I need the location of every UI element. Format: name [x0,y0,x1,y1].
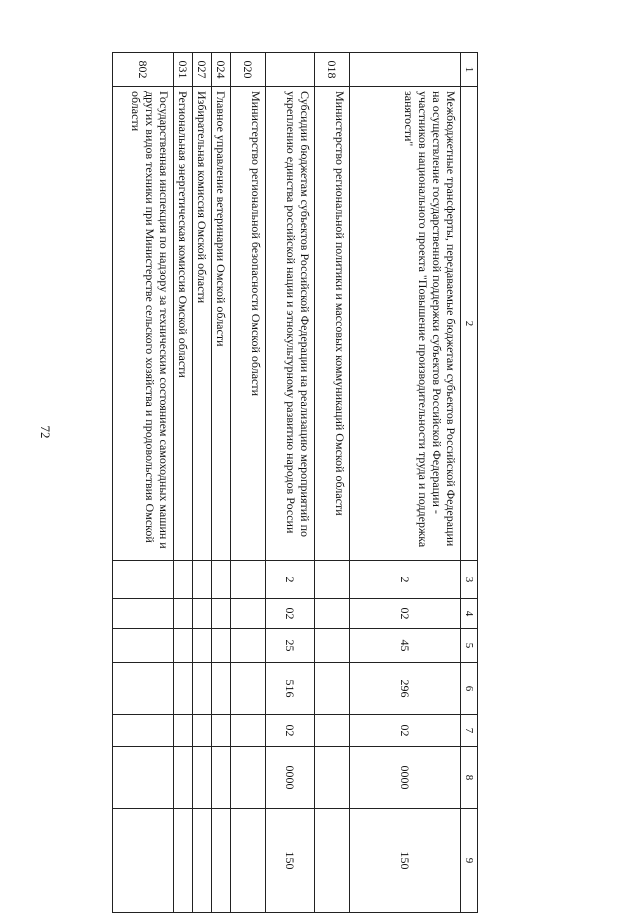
code-cell [212,747,231,809]
name-cell: Региональная энергетическая комиссия Омской области [174,87,193,561]
code-cell [231,809,266,913]
code-cell: 2 [266,561,315,599]
admin-code-cell [266,53,315,87]
code-cell [113,599,174,629]
table-row [193,53,212,913]
code-cell [212,561,231,599]
table-row [231,53,266,913]
code-cell: 0000 [266,747,315,809]
code-cell [193,747,212,809]
code-cell [193,809,212,913]
admin-code-cell: 802 [113,53,174,87]
admin-code-cell: 018 [315,53,350,87]
name-cell: Главное управление ветеринарии Омской области [212,87,231,561]
code-cell [212,663,231,715]
table-row [174,53,193,913]
table-row [113,53,174,913]
admin-code-cell [350,53,461,87]
column-number: 9 [461,809,478,913]
column-number-header-row [461,53,478,913]
code-cell: 150 [350,809,461,913]
column-number: 1 [461,53,478,87]
code-cell: 296 [350,663,461,715]
admin-code-cell: 024 [212,53,231,87]
code-cell [113,809,174,913]
name-cell: Министерство региональной политики и массовых коммуникаций Омской области [315,87,350,561]
code-cell: 516 [266,663,315,715]
column-number: 6 [461,663,478,715]
code-cell [193,715,212,747]
code-cell [212,809,231,913]
code-cell [231,561,266,599]
code-cell [315,629,350,663]
column-number: 2 [461,87,478,561]
name-cell: Государственная инспекция по надзору за техническим состоянием самоходных машин и других видов техники при Министерстве сельского хозяйства и продовольствия Омской области [113,87,174,561]
rotated-table-container [63,52,478,912]
code-cell [113,663,174,715]
code-cell [212,599,231,629]
code-cell: 0000 [350,747,461,809]
name-cell: Избирательная комиссия Омской области [193,87,212,561]
table-row [266,53,315,913]
column-number: 8 [461,747,478,809]
code-cell [174,747,193,809]
code-cell: 02 [266,599,315,629]
code-cell: 150 [266,809,315,913]
code-cell [231,715,266,747]
code-cell [174,809,193,913]
code-cell [113,629,174,663]
name-cell: Министерство региональной безопасности Омской области [231,87,266,561]
code-cell [174,663,193,715]
code-cell [193,561,212,599]
code-cell [193,629,212,663]
code-cell [315,663,350,715]
column-number: 5 [461,629,478,663]
admin-code-cell: 031 [174,53,193,87]
code-cell [315,561,350,599]
code-cell [315,747,350,809]
code-cell [113,747,174,809]
name-cell: Межбюджетные трансферты, передаваемые бюджетам субъектов Российской Федерации на осуществление государственной поддержки субъектов Российской Федерации - участников национального проекта "Повышение производительности труда и поддержка занятости" [350,87,461,561]
code-cell [174,561,193,599]
column-number: 3 [461,561,478,599]
code-cell [231,747,266,809]
code-cell [231,599,266,629]
table-row [315,53,350,913]
code-cell: 02 [350,715,461,747]
page-number: 72 [38,425,53,439]
column-number: 7 [461,715,478,747]
code-cell [315,599,350,629]
code-cell [212,715,231,747]
code-cell: 02 [266,715,315,747]
admin-code-cell: 020 [231,53,266,87]
code-cell [193,663,212,715]
code-cell: 2 [350,561,461,599]
name-cell: Субсидии бюджетам субъектов Российской Федерации на реализацию мероприятий по укреплению единства российской нации и этнокультурному развитию народов России [266,87,315,561]
code-cell: 45 [350,629,461,663]
code-cell [113,715,174,747]
admin-code-cell: 027 [193,53,212,87]
code-cell [174,599,193,629]
code-cell [231,663,266,715]
code-cell [193,599,212,629]
code-cell [174,715,193,747]
code-cell [212,629,231,663]
budget-classification-table [112,52,478,913]
column-number: 4 [461,599,478,629]
code-cell [315,715,350,747]
table-row [212,53,231,913]
code-cell [174,629,193,663]
code-cell [113,561,174,599]
table-row [350,53,461,913]
code-cell [315,809,350,913]
code-cell [231,629,266,663]
code-cell: 02 [350,599,461,629]
code-cell: 25 [266,629,315,663]
